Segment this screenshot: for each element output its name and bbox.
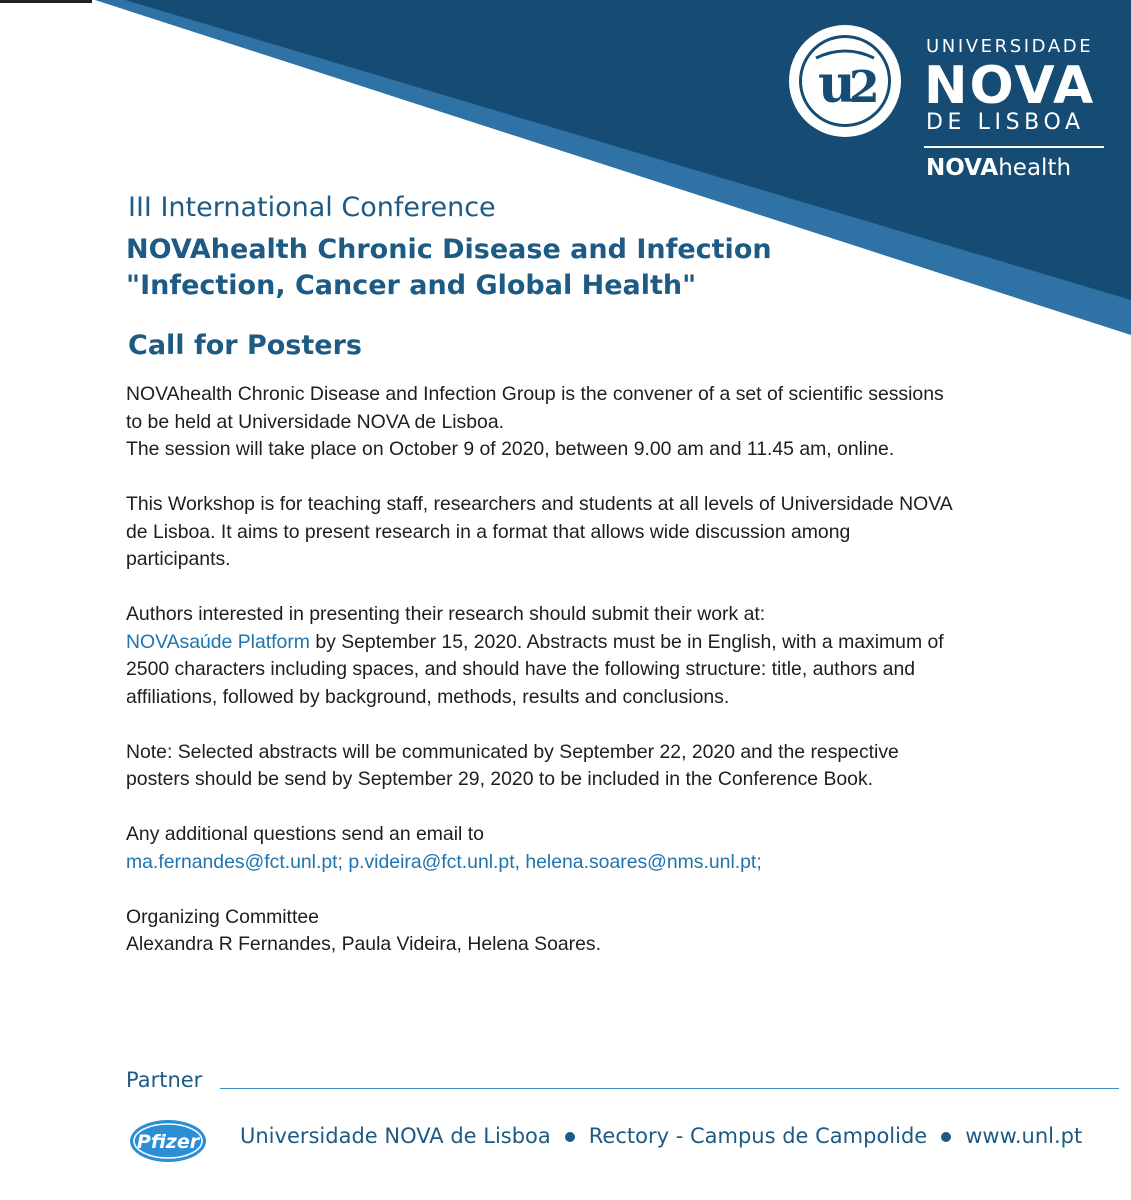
logo-novahealth-bold: NOVA bbox=[926, 155, 999, 181]
logo-novahealth-rest: health bbox=[998, 155, 1072, 181]
contact-paragraph bbox=[126, 821, 956, 876]
university-seal-icon bbox=[786, 22, 904, 140]
call-for-posters-heading: Call for Posters bbox=[128, 330, 362, 361]
submission-details: by September 15, 2020. Abstracts must be in English, with a maximum of 2500 characters including spaces, and should have the following structure: title, authors and affiliations, followed by background, methods, results and conclusions. bbox=[126, 630, 944, 708]
submission-paragraph bbox=[126, 601, 956, 711]
footer-website-link[interactable]: www.unl.pt bbox=[965, 1124, 1083, 1148]
session-date-text: The session will take place on October 9 of 2020, between 9.00 am and 11.45 am, online. bbox=[126, 438, 895, 460]
svg-text:Pfizer: Pfizer bbox=[136, 1131, 200, 1153]
university-logo bbox=[786, 22, 1116, 192]
footer-address bbox=[240, 1124, 1082, 1148]
logo-nova: NOVA bbox=[924, 56, 1096, 116]
conference-title bbox=[126, 232, 772, 304]
committee-names: Alexandra R Fernandes, Paula Videira, Helena Soares. bbox=[126, 933, 601, 955]
svg-text:u: u bbox=[818, 54, 856, 115]
logo-universidade: UNIVERSIDADE bbox=[926, 36, 1094, 57]
svg-text:2: 2 bbox=[849, 62, 880, 113]
intro-paragraph bbox=[126, 381, 956, 464]
partner-divider bbox=[220, 1088, 1119, 1089]
bullet-dot bbox=[941, 1132, 951, 1142]
note-paragraph: Note: Selected abstracts will be communicated by September 22, 2020 and the respective posters should be send by September 29, 2020 to be included in the Conference Book. bbox=[126, 740, 899, 790]
intro-text: NOVAhealth Chronic Disease and Infection Group is the convener of a set of scientific sessions to be held at Universidade NOVA de Lisboa. bbox=[126, 383, 944, 433]
contact-emails-link[interactable]: ma.fernandes@fct.unl.pt; p.videira@fct.unl.pt, helena.soares@nms.unl.pt; bbox=[126, 850, 762, 873]
committee-label: Organizing Committee bbox=[126, 905, 319, 928]
contact-intro: Any additional questions send an email to bbox=[126, 823, 484, 845]
title-line-2: "Infection, Cancer and Global Health" bbox=[126, 270, 697, 301]
logo-de-lisboa: DE LISBOA bbox=[926, 110, 1085, 135]
submission-intro: Authors interested in presenting their research should submit their work at: bbox=[126, 603, 766, 625]
novasaude-platform-link[interactable]: NOVAsaúde Platform bbox=[126, 630, 310, 653]
top-edge-mark bbox=[0, 0, 92, 3]
bullet-dot bbox=[565, 1132, 575, 1142]
footer-rectory: Rectory - Campus de Campolide bbox=[588, 1124, 928, 1148]
logo-divider bbox=[924, 146, 1104, 148]
title-line-1: NOVAhealth Chronic Disease and Infection bbox=[126, 234, 772, 265]
announcement-body bbox=[126, 381, 956, 986]
audience-paragraph: This Workshop is for teaching staff, researchers and students at all levels of Universidade NOVA de Lisboa. It aims to present research in a format that allows wide discussion among participants. bbox=[126, 493, 952, 570]
partner-label: Partner bbox=[126, 1068, 203, 1092]
logo-novahealth bbox=[926, 155, 1071, 181]
pfizer-logo-icon bbox=[128, 1117, 208, 1165]
committee-paragraph bbox=[126, 904, 956, 959]
conference-edition: III International Conference bbox=[128, 192, 496, 223]
footer-university: Universidade NOVA de Lisboa bbox=[240, 1124, 551, 1148]
